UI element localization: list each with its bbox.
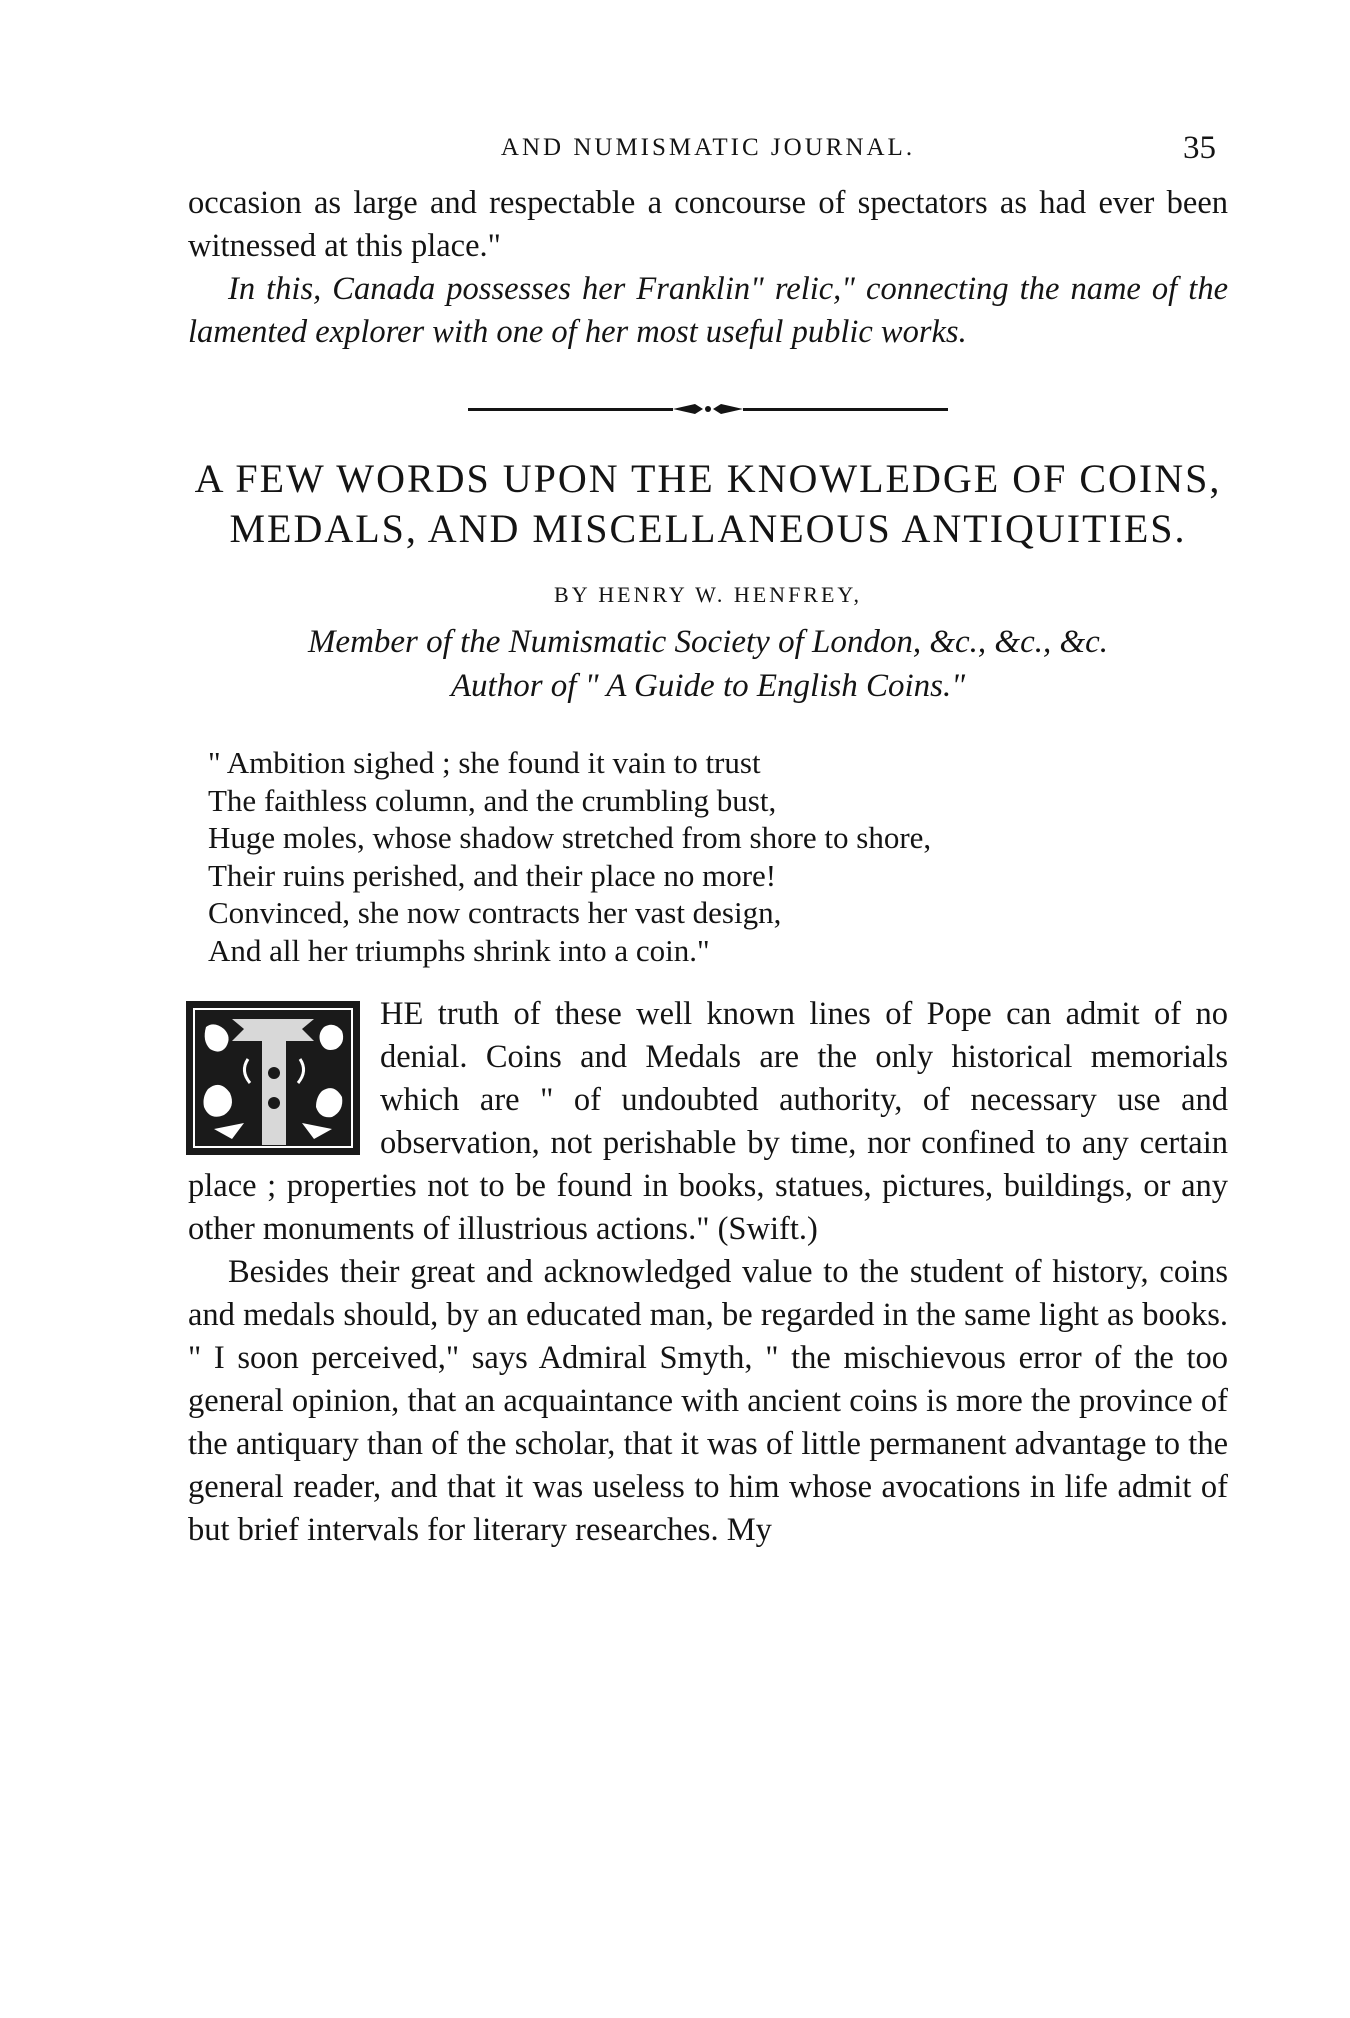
verse-line: " Ambition sighed ; she found it vain to trust bbox=[208, 745, 761, 780]
verse-line: And all her triumphs shrink into a coin." bbox=[208, 932, 710, 968]
continuation-italic-paragraph: In this, Canada possesses her Franklin" relic," connecting the name of the lamented explorer with one of her most useful public works. bbox=[188, 271, 1228, 350]
verse-line: Convinced, she now contracts her vast design, bbox=[208, 895, 782, 930]
article-title: A FEW WORDS UPON THE KNOWLEDGE OF COINS, MEDALS, AND MISCELLANEOUS ANTIQUITIES. bbox=[194, 456, 1222, 551]
running-title: AND NUMISMATIC JOURNAL. bbox=[500, 134, 916, 161]
section-divider bbox=[468, 394, 948, 424]
affiliation-line-2: Author of " A Guide to English Coins." bbox=[450, 668, 966, 704]
journal-page bbox=[188, 130, 1228, 1552]
body-paragraph-2: Besides their great and acknowledged value to the student of history, coins and medals should, by an educated man, be regarded in the same light as books. " I soon perceived," says Admiral Smyth, " the mischievous error of the too general opinion, that an acquaintance with ancient coins is more the province of the antiquary than of the scholar, that it was of little permanent advantage to the general reader, and that it was useless to him whose avocations in life admit of but brief intervals for literary researches. My bbox=[188, 1254, 1228, 1548]
verse-line: Their ruins perished, and their place no more! bbox=[208, 857, 777, 893]
page-number: 35 bbox=[1183, 130, 1216, 166]
verse-line: Huge moles, whose shadow stretched from shore to shore, bbox=[208, 820, 932, 855]
affiliation-line-1: Member of the Numismatic Society of London, &c., &c., &c. bbox=[307, 624, 1109, 660]
author-affiliation bbox=[188, 620, 1228, 708]
ornamental-dropcap-t-icon bbox=[184, 999, 362, 1157]
running-head bbox=[188, 130, 1228, 170]
epigraph-verse bbox=[208, 744, 1228, 969]
body-paragraph-1: HE truth of these well known lines of Pope can admit of no denial. Coins and Medals are the only historical memorials which are " of undoubted authority, of necessary use and observation, not perishable by time, nor confined to any certain place ; properties not to be found in books, statues, pictures, buildings, or any other monuments of illustrious actions." (Swift.) bbox=[188, 996, 1228, 1247]
continuation-paragraph: occasion as large and respectable a concourse of spectators as had ever been witnessed at this place." bbox=[188, 185, 1228, 264]
verse-line: The faithless column, and the crumbling bust, bbox=[208, 782, 777, 818]
article-byline: BY HENRY W. HENFREY, bbox=[554, 582, 862, 607]
article-body bbox=[188, 993, 1228, 1552]
divider-ornament-icon bbox=[673, 400, 743, 418]
